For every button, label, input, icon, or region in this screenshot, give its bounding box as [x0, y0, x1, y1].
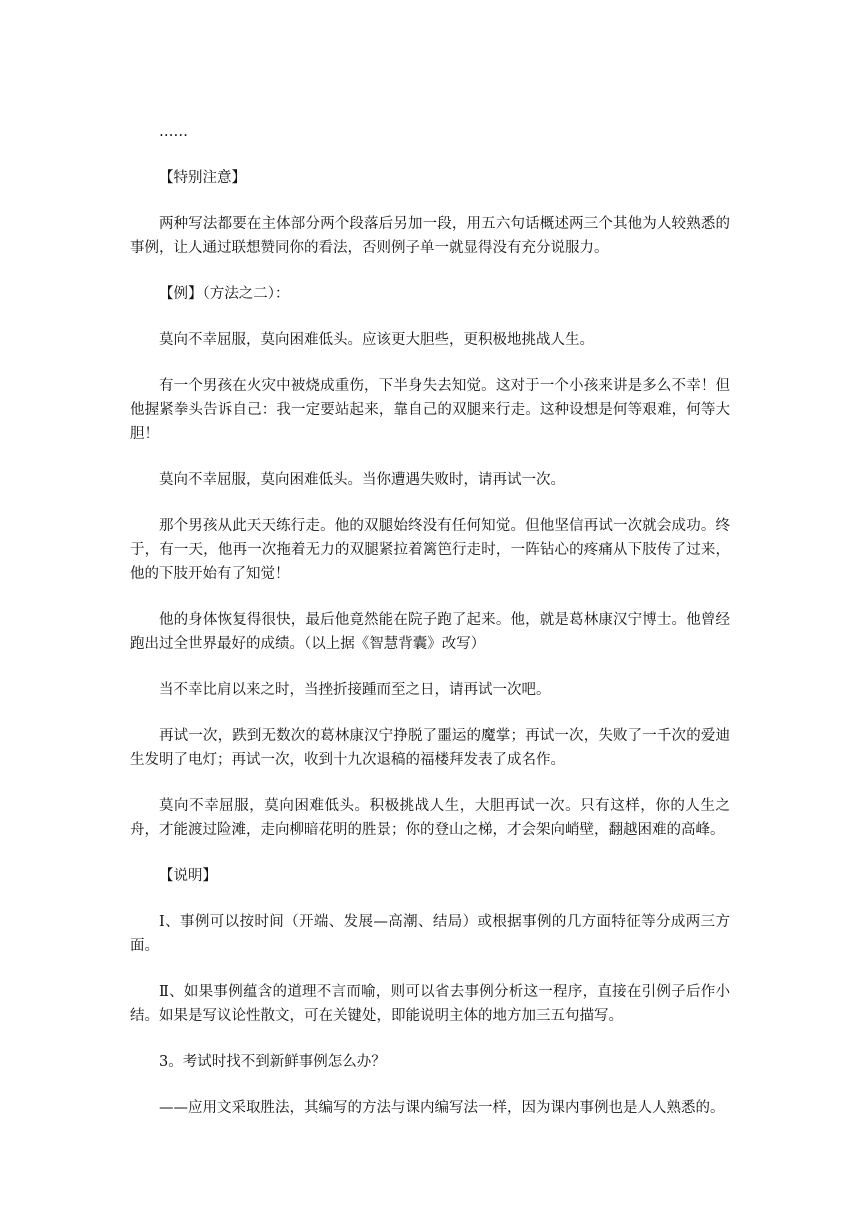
- paragraph: 莫向不幸屈服，莫向困难低头。当你遭遇失败时，请再试一次。: [159, 472, 565, 488]
- section-heading-special-note: 【特别注意】: [159, 170, 246, 186]
- paragraph: 那个男孩从此天天练行走。他的双腿始终没有任何知觉。但他坚信再试一次就会成功。终于，有一天，他再一次拖着无力的双腿紧拉着篱笆行走时，一阵钻心的疼痛从下肢传了过来，他的下肢开始有了知觉！: [130, 518, 730, 582]
- paragraph: Ⅰ、事例可以按时间（开端、发展—高潮、结局）或根据事例的几方面特征等分成两三方面。: [130, 914, 730, 954]
- section-heading-example: 【例】（方法之二）：: [159, 286, 290, 302]
- paragraph: 他的身体恢复得很快，最后他竟然能在院子跑了起来。他，就是葛林康汉宁博士。他曾经跑出过全世界最好的成绩。（以上据《智慧背囊》改写）: [130, 612, 730, 652]
- paragraph: Ⅱ、如果事例蕴含的道理不言而喻，则可以省去事例分析这一程序，直接在引例子后作小结。如果是写议论性散文，可在关键处，即能说明主体的地方加三五句描写。: [130, 984, 730, 1024]
- question-heading: 3。考试时找不到新鲜事例怎么办？: [159, 1054, 386, 1070]
- paragraph: 再试一次，跌到无数次的葛林康汉宁挣脱了噩运的魔掌；再试一次，失败了一千次的爱迪生发明了电灯；再试一次，收到十九次退稿的福楼拜发表了成名作。: [130, 728, 730, 768]
- paragraph: 莫向不幸屈服，莫向困难低头。积极挑战人生，大胆再试一次。只有这样，你的人生之舟，才能渡过险滩，走向柳暗花明的胜景；你的登山之梯，才会架向峭壁，翻越困难的高峰。: [130, 798, 730, 838]
- paragraph: ——应用文采取胜法，其编写的方法与课内编写法一样，因为课内事例也是人人熟悉的。: [159, 1100, 725, 1116]
- section-heading-explanation: 【说明】: [159, 868, 217, 884]
- paragraph: 当不幸比肩以来之时，当挫折接踵而至之日，请再试一次吧。: [159, 682, 551, 698]
- paragraph: 莫向不幸屈服，莫向困难低头。应该更大胆些，更积极地挑战人生。: [159, 332, 594, 348]
- ellipsis-line: ……: [159, 124, 188, 140]
- paragraph: 有一个男孩在火灾中被烧成重伤，下半身失去知觉。这对于一个小孩来讲是多么不幸！但他握紧拳头告诉自己：我一定要站起来，靠自己的双腿来行走。这种设想是何等艰难，何等大胆！: [130, 378, 730, 442]
- paragraph: 两种写法都要在主体部分两个段落后另加一段，用五六句话概述两三个其他为人较熟悉的事例，让人通过联想赞同你的看法，否则例子单一就显得没有充分说服力。: [130, 216, 730, 256]
